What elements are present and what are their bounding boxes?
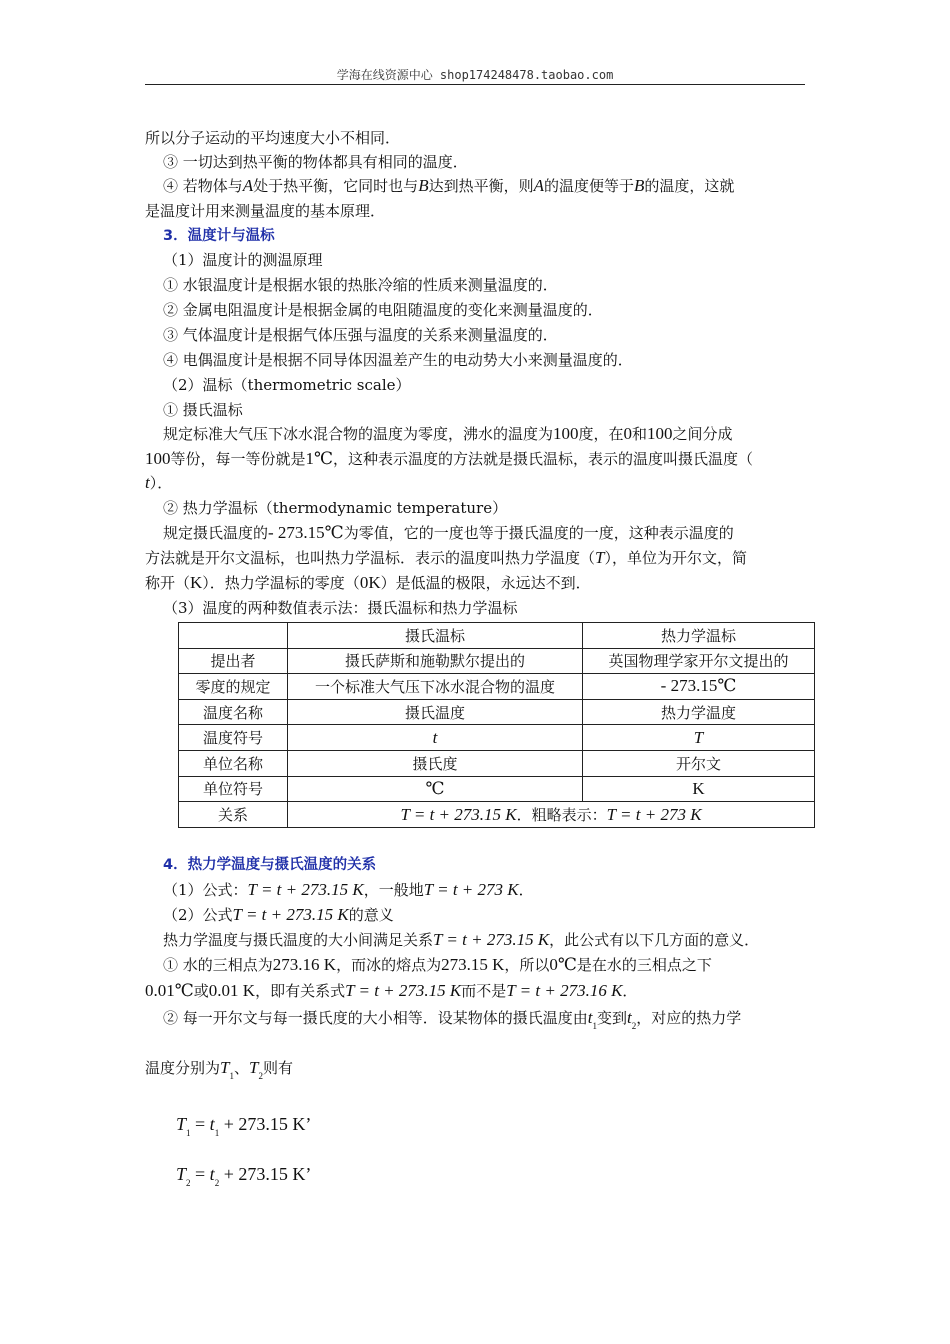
table-row [179, 776, 815, 802]
text-run: 规定摄氏温度的 [163, 524, 269, 542]
text-run: ④ 若物体与 [163, 177, 243, 195]
math-number: 0K [359, 573, 381, 592]
paragraph-line: 所以分子运动的平均速度大小不相同． [145, 129, 401, 147]
table-cell: 温度名称 [179, 699, 288, 725]
text-run: ）是低温的极限，永远达不到． [380, 574, 591, 592]
text-run: 的意义 [348, 906, 394, 924]
paragraph-line [145, 424, 828, 444]
math-subscript: 1 [186, 1128, 191, 1138]
text-run: ）． [149, 474, 173, 492]
paragraph-line [145, 573, 810, 593]
text-run: ，而冰的熔点为 [336, 956, 442, 974]
math-subscript: 2 [186, 1178, 191, 1188]
math-number: 1℃ [305, 449, 334, 468]
header-rule [145, 84, 805, 85]
text-run: 和 [632, 425, 648, 443]
math-formula: T = t + 273.15 K [433, 930, 550, 949]
math-subscript: 1 [229, 1071, 234, 1081]
math-var: t [209, 1164, 215, 1184]
paragraph-line [145, 981, 810, 1001]
text-run: 的温度便等于 [543, 177, 634, 195]
math-formula: T = t + 273.15 K [232, 905, 349, 924]
text-run: 、 [233, 1059, 249, 1077]
table-cell: 英国物理学家开尔文提出的 [583, 648, 815, 674]
text-run: 或 [193, 982, 209, 1000]
text-run: 温度分别为 [145, 1059, 221, 1077]
math-number: 0℃ [549, 955, 577, 974]
math-number: 0.01 K [208, 981, 256, 1000]
math-var: T [220, 1058, 230, 1077]
text-run: 方法就是开尔文温标，也叫热力学温标．表示的温度叫热力学温度（ [145, 549, 596, 567]
math-number: 273.16 K [272, 955, 337, 974]
text-run: ），单位为开尔文，简 [604, 549, 747, 567]
text-run: （2）公式 [163, 906, 233, 924]
paragraph-line: ③ 气体温度计是根据气体压强与温度的关系来测量温度的． [163, 326, 558, 344]
paragraph-line [145, 1008, 828, 1036]
math-subscript: 2 [258, 1071, 263, 1081]
math-number: 0 [623, 424, 633, 443]
equation-T2 [176, 1164, 311, 1188]
paragraph-line: （3）温度的两种数值表示法：摄氏温标和热力学温标 [163, 599, 518, 617]
math-subscript: 2 [631, 1021, 637, 1031]
math-formula: T = t + 273 K [606, 804, 702, 824]
table-cell: T [583, 725, 815, 751]
math-formula: T = t + 273.15 K [400, 804, 517, 824]
table-row [179, 623, 815, 649]
text-run: ，一般地 [363, 881, 424, 899]
math-subscript: 1 [592, 1021, 598, 1031]
text-run: （1）公式： [163, 881, 248, 899]
math-symbol: B [418, 176, 429, 195]
table-cell: - 273.15℃ [583, 674, 815, 700]
table-cell: 摄氏温度 [288, 699, 583, 725]
math-symbol [627, 1008, 637, 1031]
text-run: 的温度，这就 [644, 177, 735, 195]
paragraph-line: ① 水银温度计是根据水银的热胀冷缩的性质来测量温度的． [163, 276, 558, 294]
text-run: ① 水的三相点为 [163, 956, 273, 974]
table-cell: 单位符号 [179, 776, 288, 802]
paragraph-line: ① 摄氏温标 [163, 401, 243, 419]
math-symbol: K [190, 573, 203, 592]
text-run: 是在水的三相点之下 [576, 956, 712, 974]
text-run: 而不是 [461, 982, 507, 1000]
table-cell: 摄氏温标 [288, 623, 583, 649]
math-formula: T = t + 273.15 K [247, 880, 364, 899]
table-cell: 零度的规定 [179, 674, 288, 700]
section-heading: 4．热力学温度与摄氏温度的关系 [163, 857, 377, 873]
comparison-table [178, 622, 815, 828]
table-row [179, 802, 815, 828]
table-row [179, 648, 815, 674]
math-rest: + 273.15 K’ [219, 1114, 312, 1134]
paragraph-line: 是温度计用来测量温度的基本原理． [145, 202, 386, 220]
math-operator: = [190, 1164, 210, 1184]
text-run: 为零值，它的一度也等于摄氏温度的一度，这种表示温度的 [343, 524, 734, 542]
text-run: ，所以 [504, 956, 550, 974]
math-symbol [249, 1058, 263, 1081]
math-symbol: A [533, 176, 544, 195]
math-number: - 273.15℃ [268, 523, 344, 542]
math-var: T [176, 1114, 187, 1134]
text-run: ）．热力学温标的零度（ [202, 574, 360, 592]
text-run: 热力学温度与摄氏温度的大小间满足关系 [163, 931, 434, 949]
text-run: 则有 [262, 1059, 293, 1077]
math-var: t [587, 1008, 593, 1027]
table-cell: 开尔文 [583, 750, 815, 776]
math-symbol: A [242, 176, 254, 195]
text-run: ② 每一开尔文与每一摄氏度的大小相等．设某物体的摄氏温度由 [163, 1009, 588, 1027]
paragraph-line [145, 1058, 810, 1086]
text-run: ，这种表示温度的方法就是摄氏温标，表示的温度叫摄氏温度（ [333, 450, 754, 468]
text-run: ，此公式有以下几方面的意义． [549, 931, 760, 949]
text-run: ． [518, 881, 534, 899]
paragraph-line [145, 449, 810, 469]
paragraph-line [145, 880, 828, 900]
math-formula: T = t + 273.15 K [345, 981, 462, 1000]
text-run: 度，在 [578, 425, 624, 443]
paragraph-line [145, 176, 828, 196]
math-number: 100 [647, 424, 673, 443]
table-cell-relation [288, 802, 815, 828]
table-cell: 单位名称 [179, 750, 288, 776]
table-cell: 摄氏度 [288, 750, 583, 776]
table-cell: 热力学温标 [583, 623, 815, 649]
math-formula: T = t + 273 K [423, 880, 519, 899]
math-var: t [627, 1008, 632, 1027]
paragraph-line: （2）温标（thermometric scale） [163, 376, 411, 394]
table-row [179, 725, 815, 751]
text-run: 处于热平衡，它同时也与 [253, 177, 419, 195]
table-cell: ℃ [288, 776, 583, 802]
text-run: ．粗略表示： [516, 805, 607, 824]
section-heading: 3．温度计与温标 [163, 228, 275, 244]
math-formula: T = t + 273.16 K [506, 981, 623, 1000]
table-cell: 热力学温度 [583, 699, 815, 725]
math-var: t [209, 1114, 215, 1134]
math-symbol: T [595, 548, 605, 567]
math-number: 0.01℃ [145, 981, 194, 1000]
paragraph-line [145, 548, 810, 568]
math-symbol: B [634, 176, 645, 195]
table-cell: 温度符号 [179, 725, 288, 751]
equation-T1 [176, 1114, 311, 1138]
paragraph-line [145, 905, 828, 925]
math-operator: = [190, 1114, 210, 1134]
text-run: 达到热平衡，则 [428, 177, 534, 195]
text-run: 称开（ [145, 574, 191, 592]
math-subscript: 1 [214, 1128, 220, 1138]
paragraph-line: ② 金属电阻温度计是根据金属的电阻随温度的变化来测量温度的． [163, 301, 603, 319]
paragraph-line: ③ 一切达到热平衡的物体都具有相同的温度． [163, 153, 468, 171]
table-cell: 提出者 [179, 648, 288, 674]
table-cell: 一个标准大气压下冰水混合物的温度 [288, 674, 583, 700]
table-cell: K [583, 776, 815, 802]
paragraph-line: ④ 电偶温度计是根据不同导体因温差产生的电动势大小来测量温度的． [163, 351, 633, 369]
paragraph-line [145, 473, 810, 493]
text-run: ，对应的热力学 [636, 1009, 742, 1027]
table-row [179, 674, 815, 700]
text-run: 变到 [597, 1009, 628, 1027]
text-run: 等份，每一等份就是 [170, 450, 306, 468]
text-run: 之间分成 [672, 425, 733, 443]
math-number: 100 [145, 449, 171, 468]
page-header: 学海在线资源中心 shop174248478.taobao.com [336, 68, 614, 82]
table-cell: 摄氏萨斯和施勒默尔提出的 [288, 648, 583, 674]
math-rest: + 273.15 K’ [219, 1164, 312, 1184]
table-row [179, 750, 815, 776]
math-var: T [249, 1058, 259, 1077]
math-symbol: t [145, 473, 150, 492]
paragraph-line [145, 523, 828, 543]
table-cell [179, 623, 288, 649]
table-cell: t [288, 725, 583, 751]
text-run: ，即有关系式 [255, 982, 346, 1000]
paragraph-line [145, 930, 828, 950]
math-symbol [587, 1008, 598, 1031]
text-run: 规定标准大气压下冰水混合物的温度为零度，沸水的温度为 [163, 425, 554, 443]
paragraph-line: （1）温度计的测温原理 [163, 251, 323, 269]
paragraph-line: ② 热力学温标（thermodynamic temperature） [163, 499, 508, 517]
math-number: 273.15 K [441, 955, 505, 974]
table-cell: 关系 [179, 802, 288, 828]
math-subscript: 2 [214, 1178, 220, 1188]
math-number: 100 [553, 424, 579, 443]
math-symbol [220, 1058, 234, 1081]
table-row [179, 699, 815, 725]
paragraph-line [145, 955, 828, 975]
math-var: T [176, 1164, 187, 1184]
text-run: ． [622, 982, 638, 1000]
